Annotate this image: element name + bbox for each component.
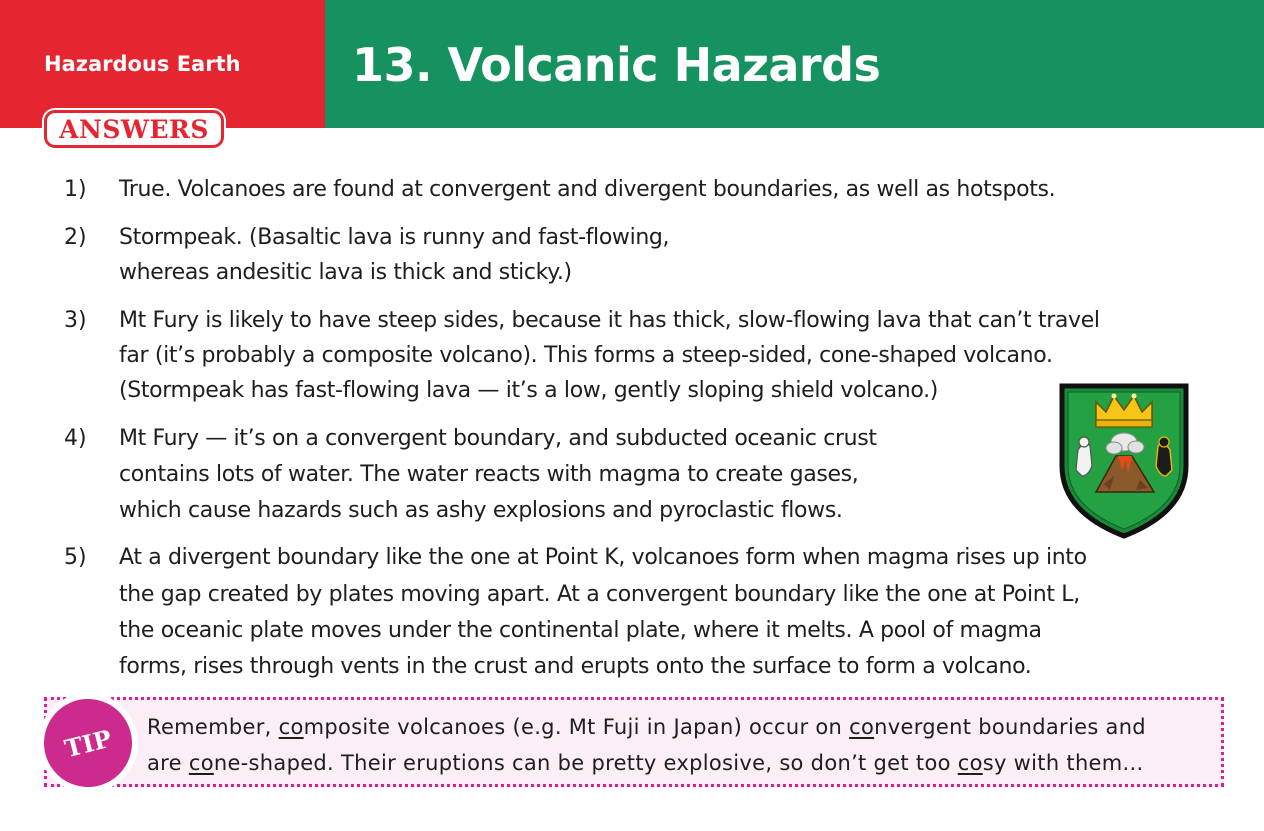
answer-text-line: True. Volcanoes are found at convergent and divergent boundaries, as well as hotspots.: [119, 177, 1056, 202]
answer-text-line: At a divergent boundary like the one at Point K, volcanoes form when magma rises up into: [119, 545, 1087, 570]
tip-text-line: are cone-shaped. Their eruptions can be pretty explosive, so don’t get too cosy with them...: [147, 751, 1144, 775]
answer-text-line: Stormpeak. (Basaltic lava is runny and fast-flowing,: [119, 225, 670, 250]
answer-text-line: which cause hazards such as ashy explosions and pyroclastic flows.: [119, 498, 843, 523]
tip-underline: co: [278, 715, 304, 739]
answer-number: 2): [64, 225, 87, 250]
header-title-bar: [325, 0, 1264, 128]
tip-badge-label: TIP: [61, 723, 115, 763]
answer-text-line: contains lots of water. The water reacts with magma to create gases,: [119, 462, 859, 487]
answers-badge-label: ANSWERS: [59, 114, 209, 144]
answer-text-line: the oceanic plate moves under the continental plate, where it melts. A pool of magma: [119, 618, 1042, 643]
answer-text-line: the gap created by plates moving apart. At a convergent boundary like the one at Point L,: [119, 582, 1080, 607]
tip-underline: co: [849, 715, 875, 739]
answer-number: 5): [64, 545, 87, 570]
answer-text-line: far (it’s probably a composite volcano). This forms a steep-sided, cone-shaped volcano.: [119, 343, 1053, 368]
coat-of-arms-icon: [1056, 380, 1192, 540]
answer-text-line: (Stormpeak has fast-flowing lava — it’s a low, gently sloping shield volcano.): [119, 378, 938, 403]
tip-underline: co: [957, 751, 983, 775]
answers-badge: [44, 110, 224, 148]
header-section-bar: [0, 0, 325, 128]
tip-text-line: Remember, composite volcanoes (e.g. Mt Fuji in Japan) occur on convergent boundaries and: [147, 715, 1146, 739]
section-label: Hazardous Earth: [44, 52, 241, 76]
answer-text-line: forms, rises through vents in the crust and erupts onto the surface to form a volcano.: [119, 654, 1032, 679]
answer-number: 4): [64, 426, 87, 451]
page-title: 13. Volcanic Hazards: [352, 38, 881, 92]
tip-underline: co: [188, 751, 214, 775]
answer-number: 1): [64, 177, 87, 202]
answer-text-line: whereas andesitic lava is thick and sticky.): [119, 260, 572, 285]
answer-number: 3): [64, 308, 87, 333]
answer-text-line: Mt Fury — it’s on a convergent boundary, and subducted oceanic crust: [119, 426, 877, 451]
answer-text-line: Mt Fury is likely to have steep sides, because it has thick, slow-flowing lava that can’t travel: [119, 308, 1100, 333]
tip-badge: [38, 693, 138, 793]
